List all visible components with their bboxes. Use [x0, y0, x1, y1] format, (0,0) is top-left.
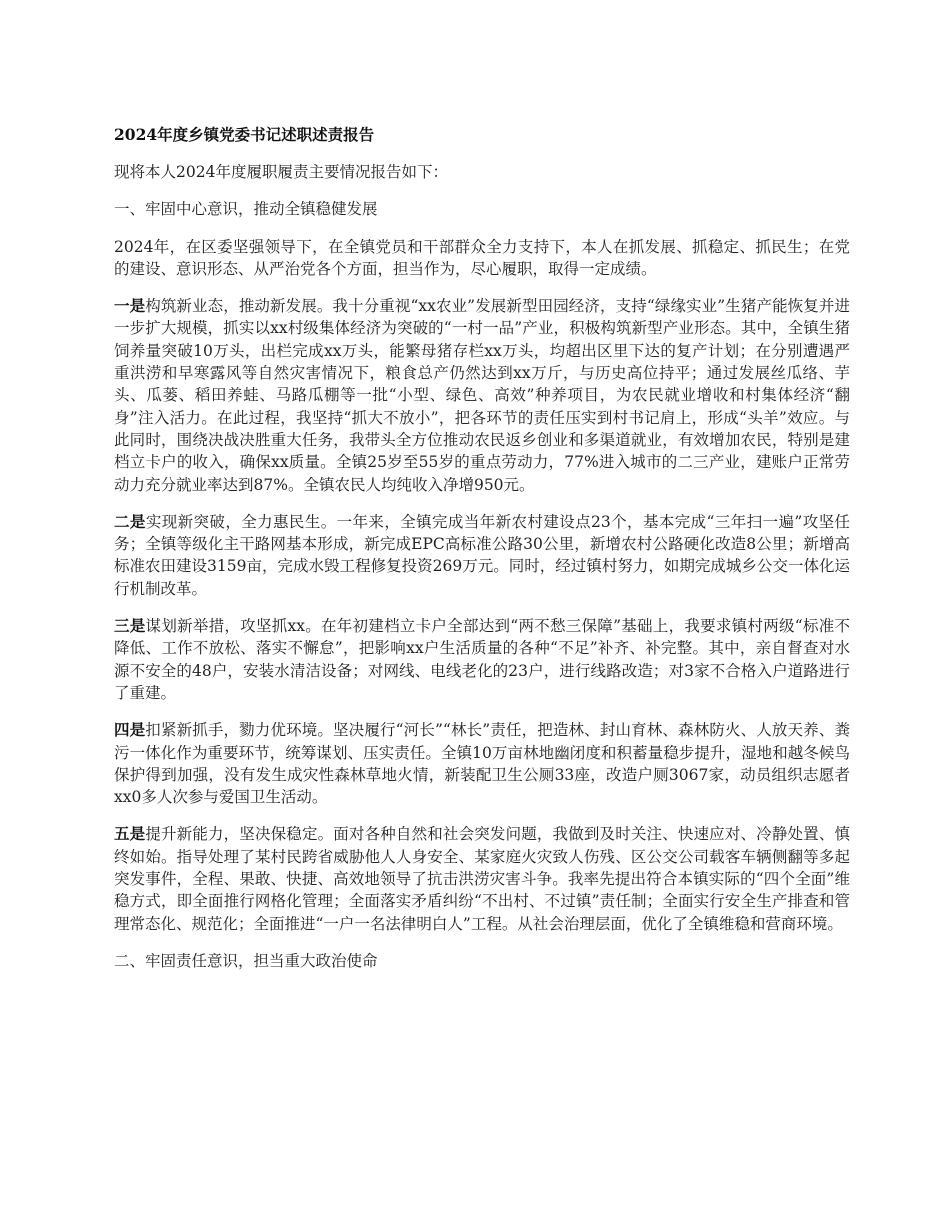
section-2-heading: 二、牢固责任意识，担当重大政治使命 [114, 951, 378, 970]
item-paragraph-1 [114, 295, 850, 496]
item-text-1: 构筑新业态，推动新发展。我十分重视“xx农业”发展新型田园经济，支持“绿缘实业”生猪产能恢复并进一步扩大规模，抓实以xx村级集体经济为突破的“一村一品”产业，积极构筑新型产业形态。其中，全镇生猪饲养量突破10万头，出栏完成xx万头，能繁母猪存栏xx万头，均超出区里下达的复产计划；在分别遭遇严重洪涝和早寒露风等自然灾害情况下，粮食总产仍然达到xx万斤，与历史高位持平；通过发展丝瓜络、芋头、瓜蒌、稻田养蛙、马路瓜棚等一批“小型、绿色、高效”种养项目，为农民就业增收和村集体经济“翻身”注入活力。在此过程，我坚持“抓大不放小”，把各环节的责任压实到村书记肩上，形成“头羊”效应。与此同时，围绕决战决胜重大任务，我带头全方位推动农民返乡创业和多渠道就业，有效增加农民，特别是建档立卡户的收入，确保xx质量。全镇25岁至55岁的重点劳动力，77%进入城市的二三产业，建账户正常劳动力充分就业率达到87%。全镇农民人均纯收入净增950元。 [114, 297, 850, 494]
intro-paragraph: 现将本人2024年度履职履责主要情况报告如下： [114, 163, 448, 181]
item-text-2: 实现新突破，全力惠民生。一年来，全镇完成当年新农村建设点23个，基本完成“三年扫一遍”攻坚任务；全镇等级化主干路网基本形成，新完成EPC高标准公路30公里，新增农村公路硬化改造8公里；新增高标准农田建设3159亩，完成水毁工程修复投资269万元。同时，经过镇村努力，如期完成城乡公交一体化运行机制改革。 [114, 512, 850, 598]
item-lead-4: 四是 [114, 720, 146, 740]
item-paragraph-2 [114, 511, 850, 600]
item-lead-3: 三是 [114, 616, 146, 636]
section-1-heading: 一、牢固中心意识，推动全镇稳健发展 [114, 200, 378, 219]
item-text-4: 扣紧新抓手，勠力优环境。坚决履行“河长”“林长”责任，把造林、封山育林、森林防火、人放天养、粪污一体化作为重要环节，统筹谋划、压实责任。全镇10万亩林地幽闭度和积蓄量稳步提升，湿地和越冬候鸟保护得到加强，没有发生成灾性森林草地火情，新装配卫生公厕33座，改造户厕3067家，动员组织志愿者xx0多人次参与爱国卫生活动。 [114, 721, 850, 807]
item-paragraph-3 [114, 615, 850, 704]
item-lead-5: 五是 [114, 824, 146, 844]
item-paragraph-4 [114, 719, 850, 808]
document-title: 2024年度乡镇党委书记述职述责报告 [114, 125, 375, 144]
document-page [114, 124, 850, 987]
section-1-summary: 2024年，在区委坚强领导下，在全镇党员和干部群众全力支持下，本人在抓发展、抓稳定、抓民生；在党的建设、意识形态、从严治党各个方面，担当作为，尽心履职，取得一定成绩。 [114, 237, 850, 278]
item-text-5: 提升新能力，坚决保稳定。面对各种自然和社会突发问题，我做到及时关注、快速应对、冷静处置、慎终如始。指导处理了某村民跨省威胁他人人身安全、某家庭火灾致人伤残、区公交公司载客车辆侧翻等多起突发事件，全程、果敢、快捷、高效地领导了抗击洪涝灾害斗争。我率先提出符合本镇实际的“四个全面”维稳方式，即全面推行网格化管理；全面落实矛盾纠纷“不出村、不过镇”责任制；全面实行安全生产排查和管理常态化、规范化；全面推进“一户一名法律明白人”工程。从社会治理层面，优化了全镇维稳和营商环境。 [114, 825, 850, 933]
item-text-3: 谋划新举措，攻坚抓xx。在年初建档立卡户全部达到“两不愁三保障”基础上，我要求镇村两级“标准不降低、工作不放松、落实不懈怠”，把影响xx户生活质量的各种“不足”补齐、补完整。其中，亲自督查对水源不安全的48户，安装水清洁设备；对网线、电线老化的23户，进行线路改造；对3家不合格入户道路进行了重建。 [114, 617, 850, 702]
item-paragraph-5 [114, 823, 850, 934]
item-lead-1: 一是 [114, 296, 146, 316]
item-lead-2: 二是 [114, 511, 146, 531]
